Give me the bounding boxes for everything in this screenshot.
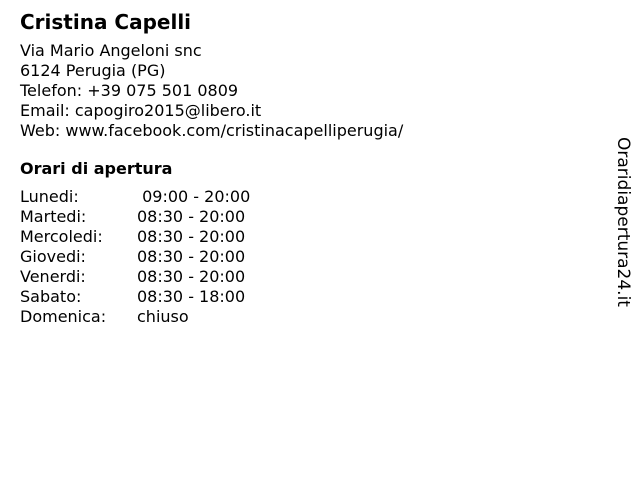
hours-day: Martedi: [20,207,87,226]
website-line: Web: www.facebook.com/cristinacapelliperugia/ [20,121,404,140]
hours-day: Domenica: [20,307,107,326]
hours-time: 09:00 - 20:00 [137,187,251,206]
opening-hours-table [20,187,600,327]
hours-row-tuesday [20,207,600,227]
address-line: Via Mario Angeloni snc [20,41,202,60]
hours-row-thursday [20,247,600,267]
email-line: Email: capogiro2015@libero.it [20,101,262,120]
business-card [20,10,600,327]
hours-time: 08:30 - 20:00 [137,267,246,286]
site-watermark-text: Oraridiapertura24.it [613,137,633,307]
hours-row-saturday [20,287,600,307]
hours-time: 08:30 - 20:00 [137,207,246,226]
hours-row-sunday [20,307,600,327]
hours-time: 08:30 - 20:00 [137,227,246,246]
hours-day: Sabato: [20,287,82,306]
hours-row-monday [20,187,600,207]
business-name: Cristina Capelli [20,10,192,34]
opening-hours-title: Orari di apertura [20,159,173,178]
hours-day: Lunedi: [20,187,79,206]
city-line: 6124 Perugia (PG) [20,61,166,80]
hours-time: 08:30 - 20:00 [137,247,246,266]
hours-time: chiuso [137,307,189,326]
hours-row-wednesday [20,227,600,247]
hours-row-friday [20,267,600,287]
hours-day: Mercoledi: [20,227,103,246]
hours-day: Giovedi: [20,247,86,266]
phone-line: Telefon: +39 075 501 0809 [20,81,239,100]
hours-time: 08:30 - 18:00 [137,287,246,306]
hours-day: Venerdi: [20,267,86,286]
